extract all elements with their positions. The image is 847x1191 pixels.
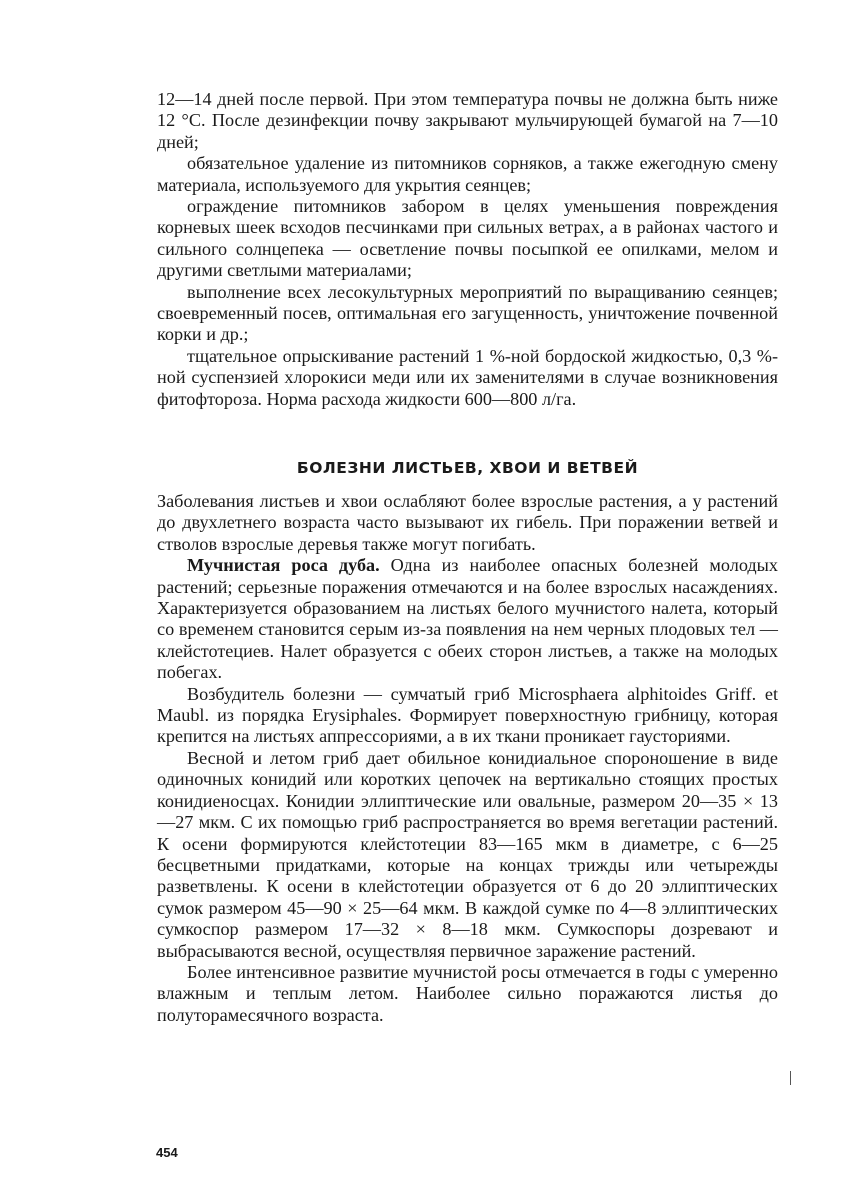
section-heading: БОЛЕЗНИ ЛИСТЬЕВ, ХВОИ И ВЕТВЕЙ [296, 459, 639, 477]
paragraph: 12—14 дней после первой. При этом температура почвы не должна быть ниже 12 °С. После дезинфекции почву закрывают мульчирующей бумагой на 7—10 дней; [157, 89, 778, 152]
paragraph: Возбудитель болезни — сумчатый гриб Microsphaera alphitoides Griff. et Maubl. из порядка Erysiphales. Формирует поверхностную грибницу, которая крепится на листьях аппрессориями, а в их ткани проникает гаусториями. [157, 683, 778, 747]
margin-mark [790, 1071, 791, 1085]
paragraph: Весной и летом гриб дает обильное конидиальное спороношение в виде одиночных конидий или коротких цепочек на вертикально стоящих простых конидиеносцах. Конидии эллиптические или овальные, размером 20—35 × 13—27 мкм. С их помощью гриб распространяется во время вегетации растений. К осени формируются клейстотеции 83—165 мкм в диаметре, с 6—25 бесцветными придатками, которые на концах трижды или четырежды разветвлены. К осени в клейстотеции образуется от 6 до 20 эллиптических сумок размером 45—90 × 25—64 мкм. В каждой сумке по 4—8 эллиптических сумкоспор размером 17—32 × 8—18 мкм. Сумкоспоры дозревают и выбрасываются весной, осуществляя первичное заражение растений. [157, 747, 778, 961]
section-text-block [157, 491, 778, 1026]
paragraph: ограждение питомников забором в целях уменьшения повреждения корневых шеек всходов песчинками при сильных ветрах, а в районах частого и сильного солнцепека — осветление почвы посыпкой ее опилками, мелом и другими светлыми материалами; [157, 196, 778, 281]
page-number: 454 [156, 1145, 178, 1160]
paragraph: Более интенсивное развитие мучнистой росы отмечается в годы с умеренно влажным и теплым летом. Наиболее сильно поражаются листья до полуторамесячного возраста. [157, 961, 778, 1025]
subsection-text: Одна из наиболее опасных болезней молодых растений; серьезные поражения отмечаются и на более взрослых насаждениях. Характеризуется образованием на листьях белого мучнистого налета, который со временем становится серым из-за появления на нем черных плодовых тел — клейстотециев. Налет образуется с обеих сторон листьев, а также на молодых побегах. [157, 555, 778, 683]
top-text-block [157, 89, 778, 410]
paragraph: обязательное удаление из питомников сорняков, а также ежегодную смену материала, используемого для укрытия сеянцев; [157, 153, 778, 195]
paragraph: тщательное опрыскивание растений 1 %-ной бордоской жидкостью, 0,3 %-ной суспензией хлорокиси меди или их заменителями в случае возникновения фитофтороза. Норма расхода жидкости 600—800 л/га. [157, 345, 778, 409]
subsection-paragraph [157, 555, 778, 683]
paragraph: выполнение всех лесокультурных мероприятий по выращиванию сеянцев; своевременный посев, оптимальная его загущенность, уничтожение почвенной корки и др.; [157, 281, 778, 345]
intro-paragraph: Заболевания листьев и хвои ослабляют более взрослые растения, а у растений до двухлетнего возраста часто вызывают их гибель. При поражении ветвей и стволов взрослые деревья также могут погибать. [157, 491, 778, 554]
subsection-title: Мучнистая роса дуба. [187, 555, 380, 576]
